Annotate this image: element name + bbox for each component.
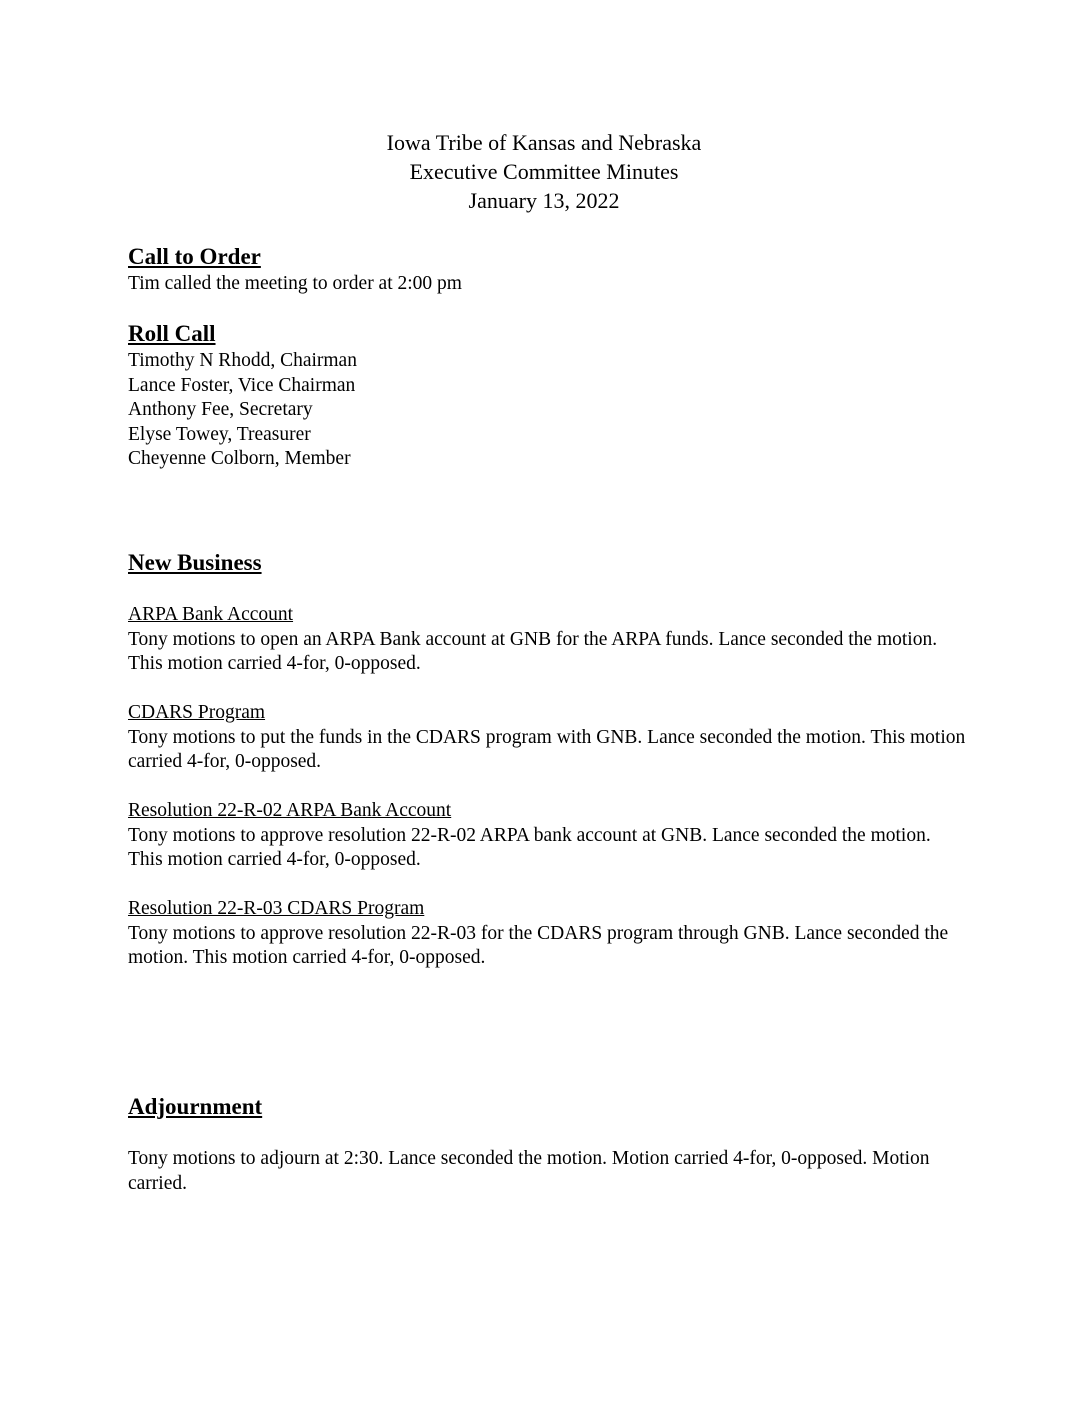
roll-call-list (128, 349, 968, 472)
member: Lance Foster, Vice Chairman (128, 374, 356, 396)
business-item (128, 701, 968, 775)
call-to-order-text: Tim called the meeting to order at 2:00 pm (128, 273, 462, 294)
document-title: Executive Committee Minutes (409, 159, 679, 184)
member: Elyse Towey, Treasurer (128, 423, 311, 445)
member: Timothy N Rhodd, Chairman (128, 350, 357, 371)
item-title: Resolution 22-R-03 CDARS Program (128, 898, 425, 919)
new-business-heading: New Business (128, 550, 262, 575)
member: Cheyenne Colborn, Member (128, 448, 351, 469)
item-text: Tony motions to approve resolution 22-R-02 ARPA bank account at GNB. Lance seconded the motion. This motion carried 4-for, 0-opposed. (128, 824, 931, 870)
business-item (128, 799, 968, 873)
business-item (128, 897, 968, 971)
meeting-date: January 13, 2022 (468, 188, 620, 213)
business-item (128, 603, 968, 677)
item-title: CDARS Program (128, 702, 266, 723)
adjournment-text: Tony motions to adjourn at 2:30. Lance seconded the motion. Motion carried 4-for, 0-opposed. Motion carried. (128, 1148, 930, 1194)
adjournment-heading: Adjournment (128, 1094, 263, 1119)
item-title: Resolution 22-R-02 ARPA Bank Account (128, 800, 452, 821)
item-text: Tony motions to put the funds in the CDARS program with GNB. Lance seconded the motion. This motion carried 4-for, 0-opposed. (128, 726, 966, 772)
member: Anthony Fee, Secretary (128, 399, 313, 420)
call-to-order-heading: Call to Order (128, 244, 261, 269)
item-text: Tony motions to open an ARPA Bank account at GNB for the ARPA funds. Lance seconded the motion. This motion carried 4-for, 0-opposed. (128, 628, 938, 674)
item-title: ARPA Bank Account (128, 604, 294, 625)
roll-call-heading: Roll Call (128, 321, 216, 346)
org-name: Iowa Tribe of Kansas and Nebraska (386, 130, 702, 155)
item-text: Tony motions to approve resolution 22-R-03 for the CDARS program through GNB. Lance seconded the motion. This motion carried 4-for, 0-opposed. (128, 922, 949, 968)
